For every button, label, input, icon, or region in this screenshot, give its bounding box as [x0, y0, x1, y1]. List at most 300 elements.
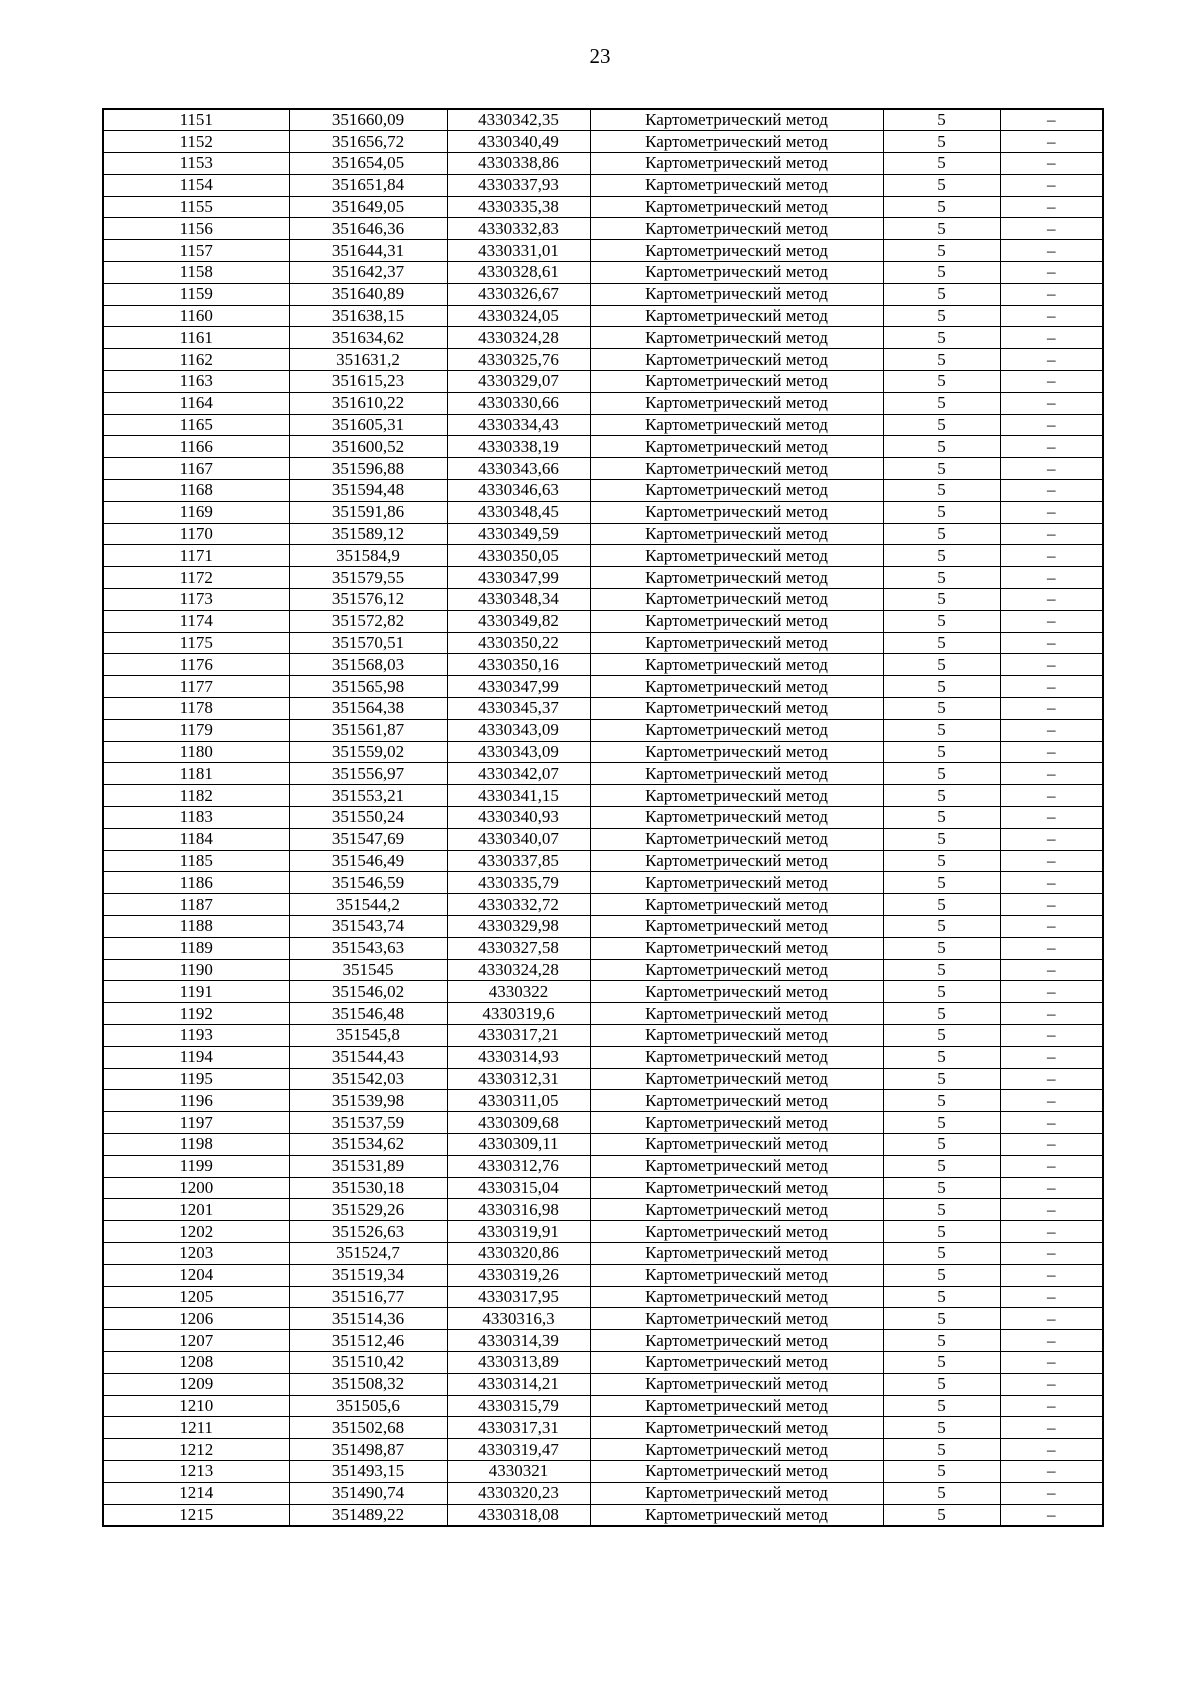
table-row	[103, 1090, 1103, 1112]
point-number-cell: 1174	[103, 610, 289, 632]
point-number-cell: 1195	[103, 1068, 289, 1090]
method-cell: Картометрический метод	[590, 196, 883, 218]
table-row	[103, 109, 1103, 131]
x-coordinate-cell: 351556,97	[289, 763, 447, 785]
coordinates-table-body	[103, 109, 1103, 1526]
accuracy-cell: 5	[883, 1417, 1000, 1439]
y-coordinate-cell: 4330319,91	[447, 1221, 590, 1243]
method-cell: Картометрический метод	[590, 610, 883, 632]
table-row	[103, 610, 1103, 632]
y-coordinate-cell: 4330349,59	[447, 523, 590, 545]
accuracy-cell: 5	[883, 327, 1000, 349]
method-cell: Картометрический метод	[590, 828, 883, 850]
point-number-cell: 1154	[103, 174, 289, 196]
description-cell: –	[1000, 1133, 1103, 1155]
x-coordinate-cell: 351605,31	[289, 414, 447, 436]
description-cell: –	[1000, 763, 1103, 785]
accuracy-cell: 5	[883, 1330, 1000, 1352]
description-cell: –	[1000, 1112, 1103, 1134]
accuracy-cell: 5	[883, 131, 1000, 153]
description-cell: –	[1000, 850, 1103, 872]
x-coordinate-cell: 351534,62	[289, 1133, 447, 1155]
table-row	[103, 828, 1103, 850]
method-cell: Картометрический метод	[590, 283, 883, 305]
table-row	[103, 501, 1103, 523]
point-number-cell: 1180	[103, 741, 289, 763]
point-number-cell: 1190	[103, 959, 289, 981]
point-number-cell: 1165	[103, 414, 289, 436]
description-cell: –	[1000, 894, 1103, 916]
x-coordinate-cell: 351591,86	[289, 501, 447, 523]
table-row	[103, 196, 1103, 218]
x-coordinate-cell: 351568,03	[289, 654, 447, 676]
y-coordinate-cell: 4330315,04	[447, 1177, 590, 1199]
accuracy-cell: 5	[883, 610, 1000, 632]
point-number-cell: 1202	[103, 1221, 289, 1243]
x-coordinate-cell: 351576,12	[289, 589, 447, 611]
table-row	[103, 1221, 1103, 1243]
point-number-cell: 1168	[103, 480, 289, 502]
table-row	[103, 719, 1103, 741]
table-row	[103, 1373, 1103, 1395]
table-row	[103, 676, 1103, 698]
method-cell: Картометрический метод	[590, 1395, 883, 1417]
description-cell: –	[1000, 458, 1103, 480]
method-cell: Картометрический метод	[590, 327, 883, 349]
accuracy-cell: 5	[883, 1373, 1000, 1395]
accuracy-cell: 5	[883, 1199, 1000, 1221]
method-cell: Картометрический метод	[590, 1155, 883, 1177]
point-number-cell: 1189	[103, 937, 289, 959]
y-coordinate-cell: 4330341,15	[447, 785, 590, 807]
description-cell: –	[1000, 1003, 1103, 1025]
y-coordinate-cell: 4330345,37	[447, 698, 590, 720]
method-cell: Картометрический метод	[590, 1286, 883, 1308]
point-number-cell: 1175	[103, 632, 289, 654]
description-cell: –	[1000, 153, 1103, 175]
description-cell: –	[1000, 741, 1103, 763]
point-number-cell: 1212	[103, 1439, 289, 1461]
description-cell: –	[1000, 327, 1103, 349]
y-coordinate-cell: 4330315,79	[447, 1395, 590, 1417]
method-cell: Картометрический метод	[590, 1330, 883, 1352]
method-cell: Картометрический метод	[590, 915, 883, 937]
x-coordinate-cell: 351594,48	[289, 480, 447, 502]
description-cell: –	[1000, 414, 1103, 436]
point-number-cell: 1209	[103, 1373, 289, 1395]
method-cell: Картометрический метод	[590, 654, 883, 676]
accuracy-cell: 5	[883, 894, 1000, 916]
y-coordinate-cell: 4330324,05	[447, 305, 590, 327]
accuracy-cell: 5	[883, 1242, 1000, 1264]
description-cell: –	[1000, 1482, 1103, 1504]
point-number-cell: 1186	[103, 872, 289, 894]
point-number-cell: 1208	[103, 1351, 289, 1373]
description-cell: –	[1000, 262, 1103, 284]
y-coordinate-cell: 4330324,28	[447, 327, 590, 349]
table-row	[103, 458, 1103, 480]
x-coordinate-cell: 351561,87	[289, 719, 447, 741]
method-cell: Картометрический метод	[590, 1177, 883, 1199]
table-row	[103, 1133, 1103, 1155]
method-cell: Картометрический метод	[590, 676, 883, 698]
description-cell: –	[1000, 349, 1103, 371]
method-cell: Картометрический метод	[590, 937, 883, 959]
y-coordinate-cell: 4330346,63	[447, 480, 590, 502]
y-coordinate-cell: 4330317,95	[447, 1286, 590, 1308]
method-cell: Картометрический метод	[590, 1308, 883, 1330]
x-coordinate-cell: 351654,05	[289, 153, 447, 175]
point-number-cell: 1164	[103, 392, 289, 414]
method-cell: Картометрический метод	[590, 349, 883, 371]
point-number-cell: 1160	[103, 305, 289, 327]
point-number-cell: 1194	[103, 1046, 289, 1068]
table-row	[103, 218, 1103, 240]
point-number-cell: 1166	[103, 436, 289, 458]
point-number-cell: 1201	[103, 1199, 289, 1221]
y-coordinate-cell: 4330342,07	[447, 763, 590, 785]
description-cell: –	[1000, 131, 1103, 153]
method-cell: Картометрический метод	[590, 1003, 883, 1025]
y-coordinate-cell: 4330347,99	[447, 567, 590, 589]
y-coordinate-cell: 4330325,76	[447, 349, 590, 371]
accuracy-cell: 5	[883, 545, 1000, 567]
description-cell: –	[1000, 196, 1103, 218]
x-coordinate-cell: 351600,52	[289, 436, 447, 458]
accuracy-cell: 5	[883, 392, 1000, 414]
point-number-cell: 1170	[103, 523, 289, 545]
point-number-cell: 1169	[103, 501, 289, 523]
description-cell: –	[1000, 523, 1103, 545]
table-row	[103, 1177, 1103, 1199]
accuracy-cell: 5	[883, 305, 1000, 327]
table-row	[103, 131, 1103, 153]
table-row	[103, 1242, 1103, 1264]
accuracy-cell: 5	[883, 981, 1000, 1003]
y-coordinate-cell: 4330331,01	[447, 240, 590, 262]
accuracy-cell: 5	[883, 676, 1000, 698]
accuracy-cell: 5	[883, 480, 1000, 502]
table-row	[103, 1112, 1103, 1134]
x-coordinate-cell: 351638,15	[289, 305, 447, 327]
table-row	[103, 436, 1103, 458]
method-cell: Картометрический метод	[590, 1417, 883, 1439]
y-coordinate-cell: 4330316,3	[447, 1308, 590, 1330]
y-coordinate-cell: 4330326,67	[447, 283, 590, 305]
method-cell: Картометрический метод	[590, 501, 883, 523]
x-coordinate-cell: 351596,88	[289, 458, 447, 480]
point-number-cell: 1188	[103, 915, 289, 937]
point-number-cell: 1176	[103, 654, 289, 676]
table-row	[103, 807, 1103, 829]
point-number-cell: 1213	[103, 1460, 289, 1482]
description-cell: –	[1000, 1177, 1103, 1199]
method-cell: Картометрический метод	[590, 1482, 883, 1504]
description-cell: –	[1000, 480, 1103, 502]
accuracy-cell: 5	[883, 763, 1000, 785]
table-row	[103, 785, 1103, 807]
table-row	[103, 1439, 1103, 1461]
description-cell: –	[1000, 1286, 1103, 1308]
x-coordinate-cell: 351660,09	[289, 109, 447, 131]
table-row	[103, 480, 1103, 502]
method-cell: Картометрический метод	[590, 632, 883, 654]
method-cell: Картометрический метод	[590, 458, 883, 480]
y-coordinate-cell: 4330313,89	[447, 1351, 590, 1373]
y-coordinate-cell: 4330309,68	[447, 1112, 590, 1134]
point-number-cell: 1210	[103, 1395, 289, 1417]
y-coordinate-cell: 4330338,19	[447, 436, 590, 458]
description-cell: –	[1000, 959, 1103, 981]
method-cell: Картометрический метод	[590, 981, 883, 1003]
point-number-cell: 1153	[103, 153, 289, 175]
table-row	[103, 1046, 1103, 1068]
y-coordinate-cell: 4330335,79	[447, 872, 590, 894]
x-coordinate-cell: 351584,9	[289, 545, 447, 567]
y-coordinate-cell: 4330316,98	[447, 1199, 590, 1221]
table-row	[103, 1024, 1103, 1046]
accuracy-cell: 5	[883, 1003, 1000, 1025]
method-cell: Картометрический метод	[590, 131, 883, 153]
table-row	[103, 1351, 1103, 1373]
accuracy-cell: 5	[883, 414, 1000, 436]
x-coordinate-cell: 351547,69	[289, 828, 447, 850]
table-row	[103, 654, 1103, 676]
y-coordinate-cell: 4330327,58	[447, 937, 590, 959]
x-coordinate-cell: 351543,74	[289, 915, 447, 937]
accuracy-cell: 5	[883, 698, 1000, 720]
description-cell: –	[1000, 371, 1103, 393]
description-cell: –	[1000, 1090, 1103, 1112]
y-coordinate-cell: 4330320,23	[447, 1482, 590, 1504]
y-coordinate-cell: 4330343,09	[447, 741, 590, 763]
y-coordinate-cell: 4330347,99	[447, 676, 590, 698]
method-cell: Картометрический метод	[590, 174, 883, 196]
description-cell: –	[1000, 654, 1103, 676]
description-cell: –	[1000, 1264, 1103, 1286]
table-row	[103, 1482, 1103, 1504]
accuracy-cell: 5	[883, 741, 1000, 763]
y-coordinate-cell: 4330318,08	[447, 1504, 590, 1526]
x-coordinate-cell: 351546,02	[289, 981, 447, 1003]
description-cell: –	[1000, 828, 1103, 850]
description-cell: –	[1000, 1308, 1103, 1330]
accuracy-cell: 5	[883, 196, 1000, 218]
description-cell: –	[1000, 392, 1103, 414]
accuracy-cell: 5	[883, 1504, 1000, 1526]
x-coordinate-cell: 351579,55	[289, 567, 447, 589]
x-coordinate-cell: 351644,31	[289, 240, 447, 262]
description-cell: –	[1000, 807, 1103, 829]
description-cell: –	[1000, 719, 1103, 741]
table-row	[103, 262, 1103, 284]
point-number-cell: 1156	[103, 218, 289, 240]
accuracy-cell: 5	[883, 371, 1000, 393]
point-number-cell: 1181	[103, 763, 289, 785]
accuracy-cell: 5	[883, 1264, 1000, 1286]
accuracy-cell: 5	[883, 1024, 1000, 1046]
x-coordinate-cell: 351570,51	[289, 632, 447, 654]
method-cell: Картометрический метод	[590, 1242, 883, 1264]
table-row	[103, 589, 1103, 611]
method-cell: Картометрический метод	[590, 567, 883, 589]
x-coordinate-cell: 351553,21	[289, 785, 447, 807]
method-cell: Картометрический метод	[590, 719, 883, 741]
accuracy-cell: 5	[883, 349, 1000, 371]
method-cell: Картометрический метод	[590, 240, 883, 262]
y-coordinate-cell: 4330348,45	[447, 501, 590, 523]
description-cell: –	[1000, 632, 1103, 654]
description-cell: –	[1000, 1221, 1103, 1243]
accuracy-cell: 5	[883, 523, 1000, 545]
y-coordinate-cell: 4330348,34	[447, 589, 590, 611]
x-coordinate-cell: 351489,22	[289, 1504, 447, 1526]
point-number-cell: 1206	[103, 1308, 289, 1330]
y-coordinate-cell: 4330350,16	[447, 654, 590, 676]
method-cell: Картометрический метод	[590, 589, 883, 611]
method-cell: Картометрический метод	[590, 741, 883, 763]
method-cell: Картометрический метод	[590, 1068, 883, 1090]
point-number-cell: 1167	[103, 458, 289, 480]
method-cell: Картометрический метод	[590, 807, 883, 829]
point-number-cell: 1196	[103, 1090, 289, 1112]
y-coordinate-cell: 4330340,49	[447, 131, 590, 153]
accuracy-cell: 5	[883, 1351, 1000, 1373]
y-coordinate-cell: 4330312,31	[447, 1068, 590, 1090]
description-cell: –	[1000, 1155, 1103, 1177]
description-cell: –	[1000, 1242, 1103, 1264]
accuracy-cell: 5	[883, 458, 1000, 480]
accuracy-cell: 5	[883, 1090, 1000, 1112]
accuracy-cell: 5	[883, 567, 1000, 589]
table-row	[103, 698, 1103, 720]
y-coordinate-cell: 4330349,82	[447, 610, 590, 632]
y-coordinate-cell: 4330337,93	[447, 174, 590, 196]
accuracy-cell: 5	[883, 828, 1000, 850]
table-row	[103, 915, 1103, 937]
description-cell: –	[1000, 589, 1103, 611]
method-cell: Картометрический метод	[590, 523, 883, 545]
point-number-cell: 1151	[103, 109, 289, 131]
accuracy-cell: 5	[883, 1395, 1000, 1417]
y-coordinate-cell: 4330343,09	[447, 719, 590, 741]
point-number-cell: 1192	[103, 1003, 289, 1025]
x-coordinate-cell: 351490,74	[289, 1482, 447, 1504]
accuracy-cell: 5	[883, 1112, 1000, 1134]
table-row	[103, 959, 1103, 981]
y-coordinate-cell: 4330322	[447, 981, 590, 1003]
point-number-cell: 1171	[103, 545, 289, 567]
point-number-cell: 1207	[103, 1330, 289, 1352]
table-row	[103, 1068, 1103, 1090]
method-cell: Картометрический метод	[590, 480, 883, 502]
point-number-cell: 1183	[103, 807, 289, 829]
point-number-cell: 1211	[103, 1417, 289, 1439]
description-cell: –	[1000, 1460, 1103, 1482]
point-number-cell: 1179	[103, 719, 289, 741]
method-cell: Картометрический метод	[590, 153, 883, 175]
y-coordinate-cell: 4330343,66	[447, 458, 590, 480]
method-cell: Картометрический метод	[590, 785, 883, 807]
point-number-cell: 1205	[103, 1286, 289, 1308]
method-cell: Картометрический метод	[590, 850, 883, 872]
method-cell: Картометрический метод	[590, 1112, 883, 1134]
y-coordinate-cell: 4330311,05	[447, 1090, 590, 1112]
y-coordinate-cell: 4330329,07	[447, 371, 590, 393]
y-coordinate-cell: 4330319,26	[447, 1264, 590, 1286]
table-row	[103, 1264, 1103, 1286]
point-number-cell: 1161	[103, 327, 289, 349]
y-coordinate-cell: 4330314,39	[447, 1330, 590, 1352]
x-coordinate-cell: 351615,23	[289, 371, 447, 393]
x-coordinate-cell: 351526,63	[289, 1221, 447, 1243]
x-coordinate-cell: 351531,89	[289, 1155, 447, 1177]
point-number-cell: 1215	[103, 1504, 289, 1526]
x-coordinate-cell: 351649,05	[289, 196, 447, 218]
point-number-cell: 1159	[103, 283, 289, 305]
table-row	[103, 349, 1103, 371]
description-cell: –	[1000, 1351, 1103, 1373]
x-coordinate-cell: 351642,37	[289, 262, 447, 284]
y-coordinate-cell: 4330319,6	[447, 1003, 590, 1025]
method-cell: Картометрический метод	[590, 1373, 883, 1395]
accuracy-cell: 5	[883, 589, 1000, 611]
x-coordinate-cell: 351546,59	[289, 872, 447, 894]
y-coordinate-cell: 4330328,61	[447, 262, 590, 284]
accuracy-cell: 5	[883, 1046, 1000, 1068]
description-cell: –	[1000, 567, 1103, 589]
x-coordinate-cell: 351550,24	[289, 807, 447, 829]
method-cell: Картометрический метод	[590, 545, 883, 567]
y-coordinate-cell: 4330312,76	[447, 1155, 590, 1177]
table-row	[103, 545, 1103, 567]
x-coordinate-cell: 351539,98	[289, 1090, 447, 1112]
table-row	[103, 1417, 1103, 1439]
x-coordinate-cell: 351544,43	[289, 1046, 447, 1068]
method-cell: Картометрический метод	[590, 698, 883, 720]
x-coordinate-cell: 351546,49	[289, 850, 447, 872]
x-coordinate-cell: 351512,46	[289, 1330, 447, 1352]
method-cell: Картометрический метод	[590, 1351, 883, 1373]
description-cell: –	[1000, 1439, 1103, 1461]
description-cell: –	[1000, 218, 1103, 240]
point-number-cell: 1193	[103, 1024, 289, 1046]
table-row	[103, 523, 1103, 545]
x-coordinate-cell: 351572,82	[289, 610, 447, 632]
method-cell: Картометрический метод	[590, 1264, 883, 1286]
method-cell: Картометрический метод	[590, 1090, 883, 1112]
table-row	[103, 981, 1103, 1003]
method-cell: Картометрический метод	[590, 1460, 883, 1482]
description-cell: –	[1000, 785, 1103, 807]
table-row	[103, 153, 1103, 175]
x-coordinate-cell: 351510,42	[289, 1351, 447, 1373]
description-cell: –	[1000, 1330, 1103, 1352]
x-coordinate-cell: 351545	[289, 959, 447, 981]
table-row	[103, 1395, 1103, 1417]
description-cell: –	[1000, 1046, 1103, 1068]
accuracy-cell: 5	[883, 1482, 1000, 1504]
point-number-cell: 1204	[103, 1264, 289, 1286]
x-coordinate-cell: 351498,87	[289, 1439, 447, 1461]
accuracy-cell: 5	[883, 283, 1000, 305]
y-coordinate-cell: 4330340,07	[447, 828, 590, 850]
y-coordinate-cell: 4330330,66	[447, 392, 590, 414]
accuracy-cell: 5	[883, 1221, 1000, 1243]
method-cell: Картометрический метод	[590, 763, 883, 785]
point-number-cell: 1162	[103, 349, 289, 371]
accuracy-cell: 5	[883, 501, 1000, 523]
